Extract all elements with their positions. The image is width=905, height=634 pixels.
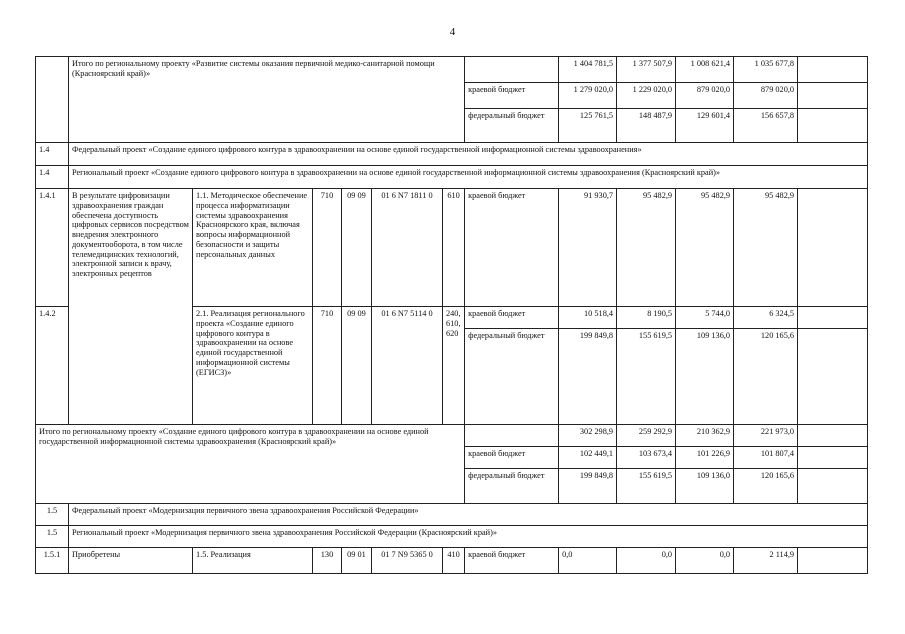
value-cell: 155 619,5	[617, 329, 676, 425]
rzpr-code: 09 09	[342, 189, 372, 307]
section-number: 1.4	[36, 166, 69, 189]
value-cell: 879 020,0	[676, 83, 734, 109]
value-cell: 95 482,9	[617, 189, 676, 307]
value-cell: 95 482,9	[676, 189, 734, 307]
value-cell: 101 807,4	[734, 447, 798, 469]
measure-text: 1.1. Методическое обеспечение процесса информатизации системы здравоохранения Красноярского края, включая вопросы информационной безопасности и защиты персональных данных	[193, 189, 313, 307]
grbs-code: 130	[313, 548, 342, 574]
budget-source: краевой бюджет	[465, 307, 559, 329]
value-cell: 199 849,8	[559, 329, 617, 425]
value-cell: 103 673,4	[617, 447, 676, 469]
measure-text: 1.5. Реализация	[193, 548, 313, 574]
csr-code: 01 7 N9 5365 0	[372, 548, 443, 574]
value-cell: 109 136,0	[676, 469, 734, 504]
budget-source: федеральный бюджет	[465, 329, 559, 425]
value-cell: 1 008 621,4	[676, 57, 734, 83]
value-cell: 302 298,9	[559, 425, 617, 447]
budget-source: краевой бюджет	[465, 447, 559, 469]
value-cell: 0,0	[617, 548, 676, 574]
value-cell: 1 229 020,0	[617, 83, 676, 109]
section-number: 1.5	[36, 504, 69, 526]
section-number: 1.5	[36, 526, 69, 548]
value-cell: 129 601,4	[676, 109, 734, 143]
value-cell: 199 849,8	[559, 469, 617, 504]
total-label: Итого по региональному проекту «Развитие системы оказания первичной медико-санитарной помощи (Красноярский край)»	[69, 57, 465, 143]
row-number: 1.4.1	[36, 189, 69, 307]
section-title: Федеральный проект «Создание единого цифрового контура в здравоохранении на основе единой государственной информационной системы здравоохранения»	[69, 143, 868, 166]
csr-code: 01 6 N7 5114 0	[372, 307, 443, 425]
grbs-code: 710	[313, 189, 342, 307]
section-title: Региональный проект «Создание единого цифрового контура в здравоохранении на основе единой государственной информационной системы здравоохранения (Красноярский край)»	[69, 166, 868, 189]
value-cell: 1 404 781,5	[559, 57, 617, 83]
value-cell: 10 518,4	[559, 307, 617, 329]
result-text: В результате цифровизации здравоохранения граждан обеспечена доступность цифровых сервисов посредством внедрения электронного документооборота, в том числе телемедицинских технологий, электронной записи к врачу, электронных рецептов	[69, 189, 193, 425]
value-cell: 1 279 020,0	[559, 83, 617, 109]
section-title: Федеральный проект «Модернизация первичного звена здравоохранения Российской Федерации»	[69, 504, 868, 526]
value-cell: 221 973,0	[734, 425, 798, 447]
value-cell: 95 482,9	[734, 189, 798, 307]
row-number: 1.4.2	[36, 307, 69, 425]
budget-source: краевой бюджет	[465, 548, 559, 574]
value-cell: 5 744,0	[676, 307, 734, 329]
total-label: Итого по региональному проекту «Создание единого цифрового контура в здравоохранении на основе единой государственной информационной системы здравоохранения (Красноярский край)»	[36, 425, 465, 504]
section-row	[36, 143, 868, 166]
measure-text: 2.1. Реализация регионального проекта «Создание единого цифрового контура в здравоохранении на основе единой государственной информационной системы (ЕГИСЗ)»	[193, 307, 313, 425]
value-cell: 120 165,6	[734, 329, 798, 425]
table-row	[36, 189, 868, 307]
section-number: 1.4	[36, 143, 69, 166]
section-title: Региональный проект «Модернизация первичного звена здравоохранения Российской Федерации (Красноярский край)»	[69, 526, 868, 548]
rzpr-code: 09 01	[342, 548, 372, 574]
value-cell: 0,0	[559, 548, 617, 574]
value-cell: 0,0	[676, 548, 734, 574]
table-row	[36, 548, 868, 574]
value-cell: 101 226,9	[676, 447, 734, 469]
value-cell: 109 136,0	[676, 329, 734, 425]
rzpr-code: 09 09	[342, 307, 372, 425]
value-cell: 91 930,7	[559, 189, 617, 307]
value-cell: 879 020,0	[734, 83, 798, 109]
value-cell: 1 035 677,8	[734, 57, 798, 83]
value-cell: 148 487,9	[617, 109, 676, 143]
budget-source: федеральный бюджет	[465, 109, 559, 143]
vr-code: 410	[443, 548, 465, 574]
value-cell: 1 377 507,9	[617, 57, 676, 83]
budget-source: федеральный бюджет	[465, 469, 559, 504]
value-cell: 125 761,5	[559, 109, 617, 143]
value-cell: 2 114,9	[734, 548, 798, 574]
budget-table	[35, 56, 868, 574]
row-number: 1.5.1	[36, 548, 69, 574]
page-number: 4	[449, 26, 456, 38]
section-row	[36, 166, 868, 189]
vr-code: 610	[443, 189, 465, 307]
value-cell: 259 292,9	[617, 425, 676, 447]
table-row	[36, 57, 868, 83]
value-cell: 6 324,5	[734, 307, 798, 329]
budget-source: краевой бюджет	[465, 83, 559, 109]
csr-code: 01 6 N7 1811 0	[372, 189, 443, 307]
budget-source: краевой бюджет	[465, 189, 559, 307]
grbs-code: 710	[313, 307, 342, 425]
section-row	[36, 504, 868, 526]
vr-code: 240, 610, 620	[443, 307, 465, 425]
value-cell: 210 362,9	[676, 425, 734, 447]
result-text: Приобретены	[69, 548, 193, 574]
table-row	[36, 425, 868, 447]
value-cell: 102 449,1	[559, 447, 617, 469]
value-cell: 8 190,5	[617, 307, 676, 329]
value-cell: 156 657,8	[734, 109, 798, 143]
value-cell: 155 619,5	[617, 469, 676, 504]
section-row	[36, 526, 868, 548]
value-cell: 120 165,6	[734, 469, 798, 504]
